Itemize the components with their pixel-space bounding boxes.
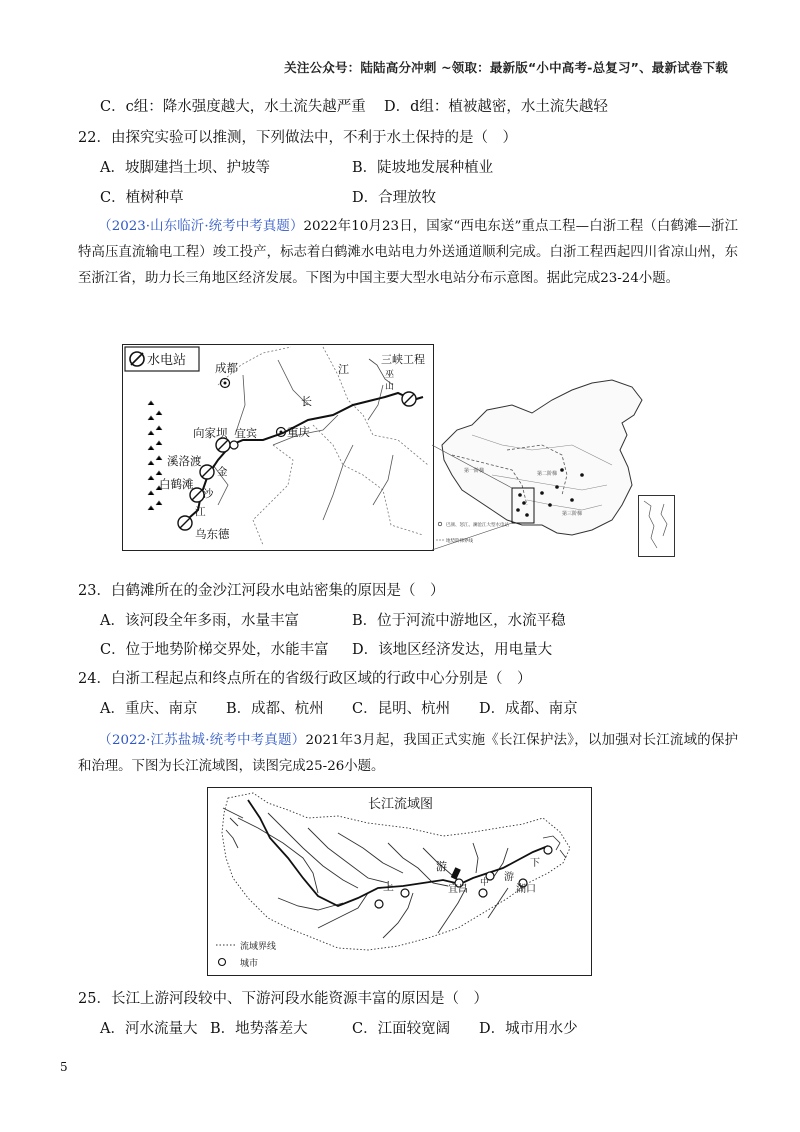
q24-option-c: C．昆明、杭州 (352, 701, 451, 717)
q25-option-b: B．地势落差大 (210, 1021, 308, 1037)
passage-2-text: 2021年3月起，我国正式实施《长江保护法》，以加强对长江流域的保护和治理。下图为长江流域图，读图完成25-26小题。 (78, 733, 738, 774)
passage-1 (78, 214, 738, 292)
q24-option-a: A．重庆、南京 (100, 701, 198, 717)
q24-stem: 24．白浙工程起点和终点所在的省级行政区域的行政中心分别是（ ） (78, 671, 532, 687)
cnmap-legend-2: 地势阶梯界线 (446, 539, 473, 544)
label-step2: 第二阶梯 (537, 471, 558, 477)
city-marker (375, 900, 383, 908)
q24-option-b: B．成都、杭州 (226, 701, 324, 717)
q23-option-a: A．该河段全年多雨，水量丰富 (100, 613, 299, 629)
label-chang: 长 (301, 395, 312, 408)
label-xiangjiaba: 向家坝 (193, 426, 228, 440)
hydropower-xiangjiaba-icon (216, 438, 230, 452)
q22-option-c: C．植树种草 (100, 190, 184, 206)
label-yibin: 宜宾 (235, 427, 257, 440)
label-wudongde: 乌东德 (195, 527, 230, 541)
city-marker (401, 889, 409, 897)
passage-1-source: （2023·山东临沂·统考中考真题） (98, 219, 304, 234)
yangtze-basin-map (207, 787, 592, 976)
q23-option-b: B．位于河流中游地区，水流平稳 (352, 613, 566, 629)
q23-option-d: D．该地区经济发达，用电量大 (352, 642, 553, 658)
hydropower-sanxia-icon (402, 392, 416, 406)
label-wu: 巫 (385, 370, 395, 380)
q22-option-b: B．陡坡地发展种植业 (352, 160, 494, 176)
label-xiluodu: 溪洛渡 (167, 454, 202, 468)
q22-option-d: D．合理放牧 (352, 190, 437, 206)
label-chengdu: 成都 (215, 361, 238, 375)
south-china-sea-inset (638, 495, 675, 557)
map2-title: 长江流域图 (368, 797, 434, 812)
q25-stem: 25．长江上游河段较中、下游河段水能资源丰富的原因是（ ） (78, 991, 488, 1007)
label-you2: 游 (504, 872, 514, 883)
q21-option-c: C．c组：降水强度越大，水土流失越严重 (100, 99, 366, 115)
q21-option-d: D．d组：植被越密，水土流失越轻 (384, 99, 608, 115)
label-shan: 山 (385, 382, 395, 392)
hydropower-wudongde-icon (178, 516, 192, 530)
label-xia: 下 (530, 858, 540, 869)
q22-stem: 22．由探究实验可以推测，下列做法中，不利于水土保持的是（ ） (78, 130, 517, 146)
label-yichang: 宜昌 (448, 884, 468, 895)
q23-stem: 23．白鹤滩所在的金沙江河段水电站密集的原因是（ ） (78, 583, 445, 599)
q24-option-d: D．成都、南京 (479, 701, 578, 717)
hydropower-detail-map (122, 344, 434, 551)
label-jiang: 江 (338, 363, 349, 376)
q25-option-c: C．江面较宽阔 (352, 1021, 451, 1037)
label-sha: 沙 (203, 488, 214, 500)
page-header: 关注公众号：陆陆高分冲刺 ~领取：最新版“小中高考-总复习”、最新试卷下载 (284, 60, 728, 75)
label-sanxia: 三峡工程 (381, 353, 425, 366)
yibin-marker (230, 441, 238, 449)
city-marker (544, 846, 552, 854)
label-jin: 金 (217, 466, 228, 478)
page-number: 5 (60, 1060, 68, 1074)
label-hukou: 湖口 (516, 884, 536, 895)
q25-option-a: A．河水流量大 (100, 1021, 198, 1037)
label-baihetan: 白鹤滩 (159, 477, 194, 491)
city-marker (479, 889, 487, 897)
label-step3: 第三阶梯 (562, 511, 583, 517)
passage-2 (78, 728, 738, 780)
legend-boundary: 流域界线 (240, 942, 277, 952)
q25-option-d: D．城市用水少 (479, 1021, 578, 1037)
passage-2-source: （2022·江苏盐城·统考中考真题） (98, 733, 306, 748)
hydropower-xiluodu-icon (200, 465, 214, 479)
three-gorges-marker (451, 867, 461, 880)
label-zhong: 中 (480, 878, 490, 888)
legend-city: 城市 (240, 959, 259, 969)
map1-legend: 水电站 (147, 353, 187, 368)
cnmap-legend-1: 巴颜、怒江、澜沧江大型水电站 (446, 523, 509, 528)
label-you: 游 (436, 860, 447, 873)
label-shang: 上 (383, 880, 394, 893)
label-jiang2: 江 (195, 506, 206, 518)
china-hydropower-map (432, 375, 672, 565)
q23-option-c: C．位于地势阶梯交界处，水能丰富 (100, 642, 329, 658)
passage-1-text: 2022年10月23日，国家“西电东送”重点工程—白浙工程（白鹤滩—浙江特高压直流输电工程）竣工投产，标志着白鹤滩水电站电力外送通道顺利完成。白浙工程西起四川省凉山州，东至浙江省，助力长三角地区经济发展。下图为中国主要大型水电站分布示意图。据此完成23-24小题。 (78, 219, 738, 286)
label-chongqing: 重庆 (287, 425, 310, 439)
q22-option-a: A．坡脚建挡土坝、护坡等 (100, 160, 270, 176)
label-step1: 第一阶梯 (464, 468, 485, 474)
